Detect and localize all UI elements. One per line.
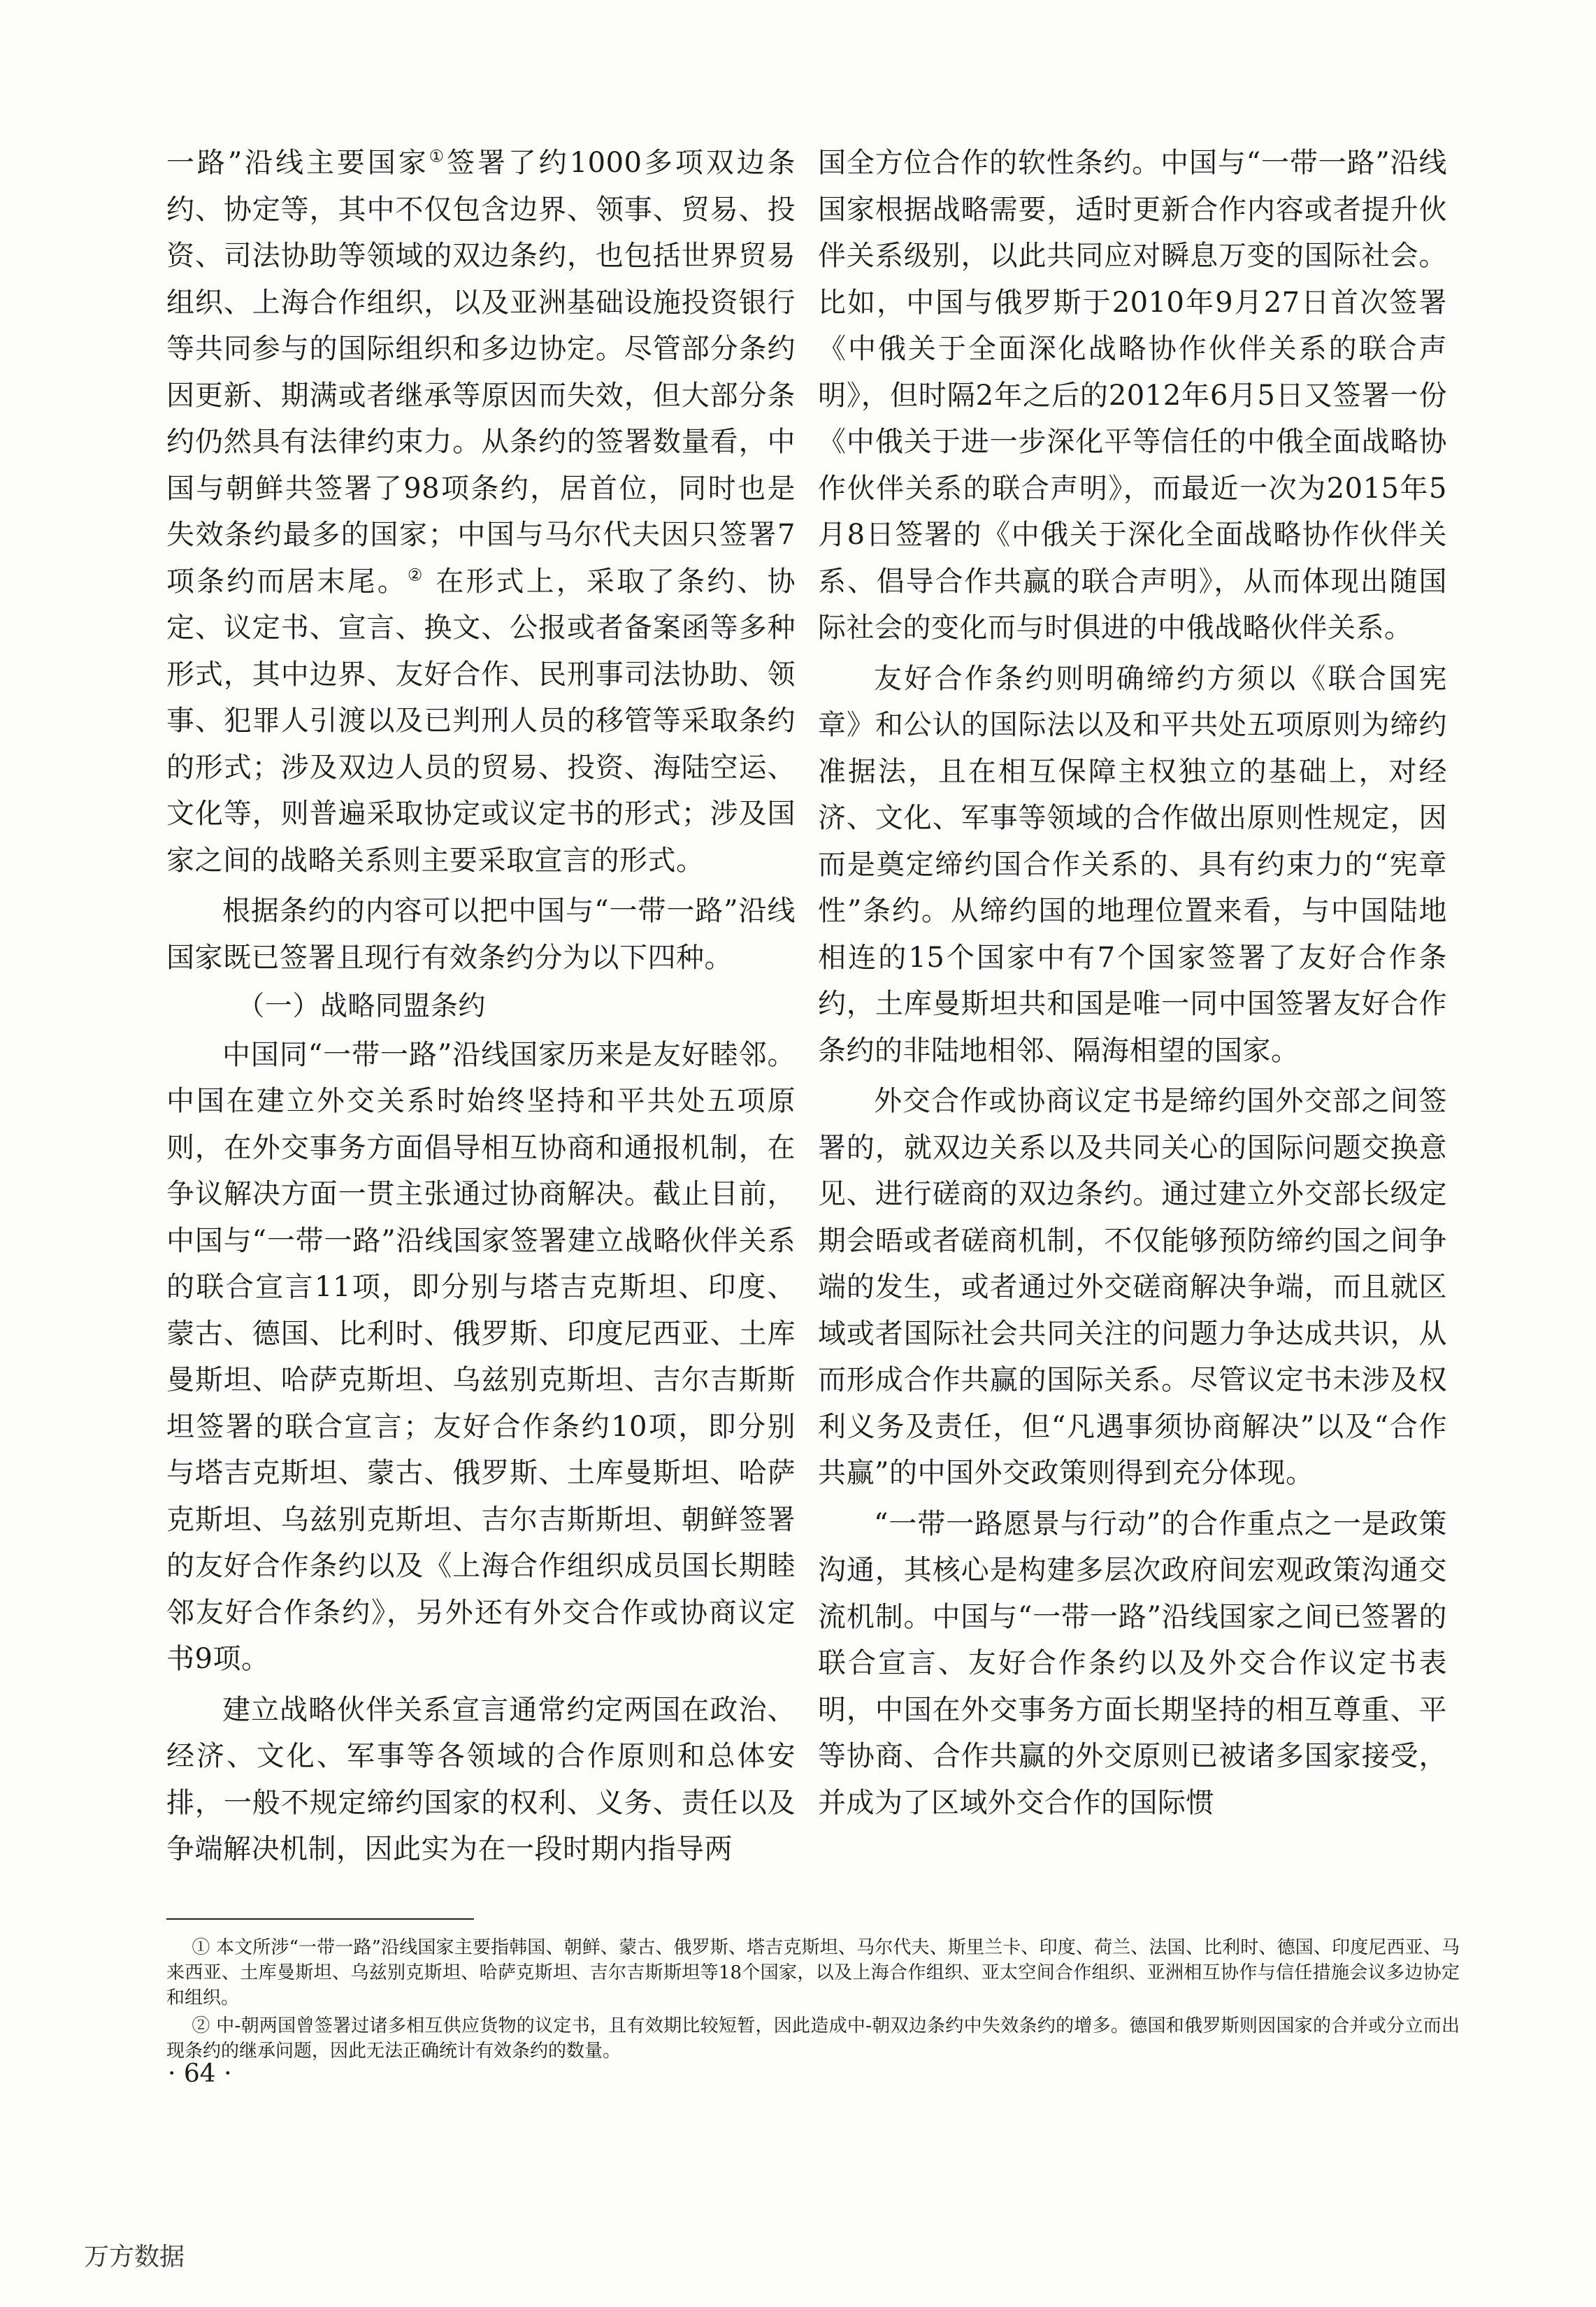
paragraph: 友好合作条约则明确缔约方须以《联合国宪章》和公认的国际法以及和平共处五项原则为缔约准据法，且在相互保障主权独立的基础上，对经济、文化、军事等领域的合作做出原则性规定，因而是奠定缔约国合作关系的、具有约束力的“宪章性”条约。从缔约国的地理位置来看，与中国陆地相连的15个国家中有7个国家签署了友好合作条约，土库曼斯坦共和国是唯一同中国签署友好合作条约的非陆地相邻、隔海相望的国家。 [818, 662, 1447, 1067]
paragraph: 外交合作或协商议定书是缔约国外交部之间签署的，就双边关系以及共同关心的国际问题交换意见、进行磋商的双边条约。通过建立外交部长级定期会晤或者磋商机制，不仅能够预防缔约国之间争端的发生，或者通过外交磋商解决争端，而且就区域或者国际社会共同关注的问题力争达成共识，从而形成合作共赢的国际关系。尽管议定书未涉及权利义务及责任，但“凡遇事须协商解决”以及“合作共赢”的中国外交政策则得到充分体现。 [818, 1085, 1447, 1489]
right-column [818, 140, 1447, 1826]
paragraph: 中国同“一带一路”沿线国家历来是友好睦邻。中国在建立外交关系时始终坚持和平共处五项原则，在外交事务方面倡导相互协商和通报机制，在争议解决方面一贯主张通过协商解决。截止目前，中国与“一带一路”沿线国家签署建立战略伙伴关系的联合宣言11项，即分别与塔吉克斯坦、印度、蒙古、德国、比利时、俄罗斯、印度尼西亚、土库曼斯坦、哈萨克斯坦、乌兹别克斯坦、吉尔吉斯斯坦签署的联合宣言；友好合作条约10项，即分别与塔吉克斯坦、蒙古、俄罗斯、土库曼斯坦、哈萨克斯坦、乌兹别克斯坦、吉尔吉斯斯坦、朝鲜签署的友好合作条约以及《上海合作组织成员国长期睦邻友好合作条约》，另外还有外交合作或协商议定书9项。 [166, 1038, 796, 1675]
paragraph [166, 140, 796, 884]
footnotes [166, 1935, 1460, 2067]
footnote-1: ① 本文所涉“一带一路”沿线国家主要指韩国、朝鲜、蒙古、俄罗斯、塔吉克斯坦、马尔代夫、斯里兰卡、印度、荷兰、法国、比利时、德国、印度尼西亚、马来西亚、土库曼斯坦、乌兹别克斯坦、哈萨克斯坦、吉尔吉斯斯坦等18个国家，以及上海合作组织、亚太空间合作组织、亚洲相互协作与信任措施会议多边协定和组织。 [166, 1937, 1460, 2008]
text-run: 在形式上，采取了条约、协定、议定书、宣言、换文、公报或者备案函等多种形式，其中边界、友好合作、民刑事司法协助、领事、犯罪人引渡以及已判刑人员的移管等采取条约的形式；涉及双边人员的贸易、投资、海陆空运、文化等，则普遍采取协定或议定书的形式；涉及国家之间的战略关系则主要采取宣言的形式。 [166, 565, 796, 877]
paragraph: 建立战略伙伴关系宣言通常约定两国在政治、经济、文化、军事等各领域的合作原则和总体安排，一般不规定缔约国家的权利、义务、责任以及争端解决机制，因此实为在一段时期内指导两 [166, 1693, 796, 1865]
footnote-marker[interactable]: ② [407, 565, 425, 585]
footnote-marker[interactable]: ① [429, 146, 447, 166]
footnote-2: ② 中-朝两国曾签署过诸多相互供应货物的议定书，且有效期比较短暂，因此造成中-朝双边条约中失效条约的增多。德国和俄罗斯则因国家的合并或分立而出现条约的继承问题，因此无法正确统计有效条约的数量。 [166, 2015, 1460, 2062]
section-heading: （一）战略同盟条约 [237, 991, 486, 1022]
left-column [166, 140, 796, 1873]
watermark: 万方数据 [84, 2243, 185, 2271]
page-number: · 64 · [168, 2060, 232, 2088]
text-run: 签署了约1000多项双边条约、协定等，其中不仅包含边界、领事、贸易、投资、司法协助等领域的双边条约，也包括世界贸易组织、上海合作组织，以及亚洲基础设施投资银行等共同参与的国际组织和多边协定。尽管部分条约因更新、期满或者继承等原因而失效，但大部分条约仍然具有法律约束力。从条约的签署数量看，中国与朝鲜共签署了98项条约，居首位，同时也是失效条约最多的国家；中国与马尔代夫因只签署7项条约而居末尾。 [166, 147, 796, 598]
text-run: 一路”沿线主要国家 [166, 147, 429, 179]
paragraph: “一带一路愿景与行动”的合作重点之一是政策沟通，其核心是构建多层次政府间宏观政策沟通交流机制。中国与“一带一路”沿线国家之间已签署的联合宣言、友好合作条约以及外交合作议定书表明，中国在外交事务方面长期坚持的相互尊重、平等协商、合作共赢的外交原则已被诸多国家接受，并成为了区域外交合作的国际惯 [818, 1507, 1447, 1819]
footnote-divider [166, 1918, 474, 1920]
paragraph: 根据条约的内容可以把中国与“一带一路”沿线国家既已签署且现行有效条约分为以下四种。 [166, 895, 796, 974]
paragraph: 国全方位合作的软性条约。中国与“一带一路”沿线国家根据战略需要，适时更新合作内容或者提升伙伴关系级别，以此共同应对瞬息万变的国际社会。比如，中国与俄罗斯于2010年9月27日首次签署《中俄关于全面深化战略协作伙伴关系的联合声明》，但时隔2年之后的2012年6月5日又签署一份《中俄关于进一步深化平等信任的中俄全面战略协作伙伴关系的联合声明》，而最近一次为2015年5月8日签署的《中俄关于深化全面战略协作伙伴关系、倡导合作共赢的联合声明》，从而体现出随国际社会的变化而与时俱进的中俄战略伙伴关系。 [818, 147, 1447, 644]
